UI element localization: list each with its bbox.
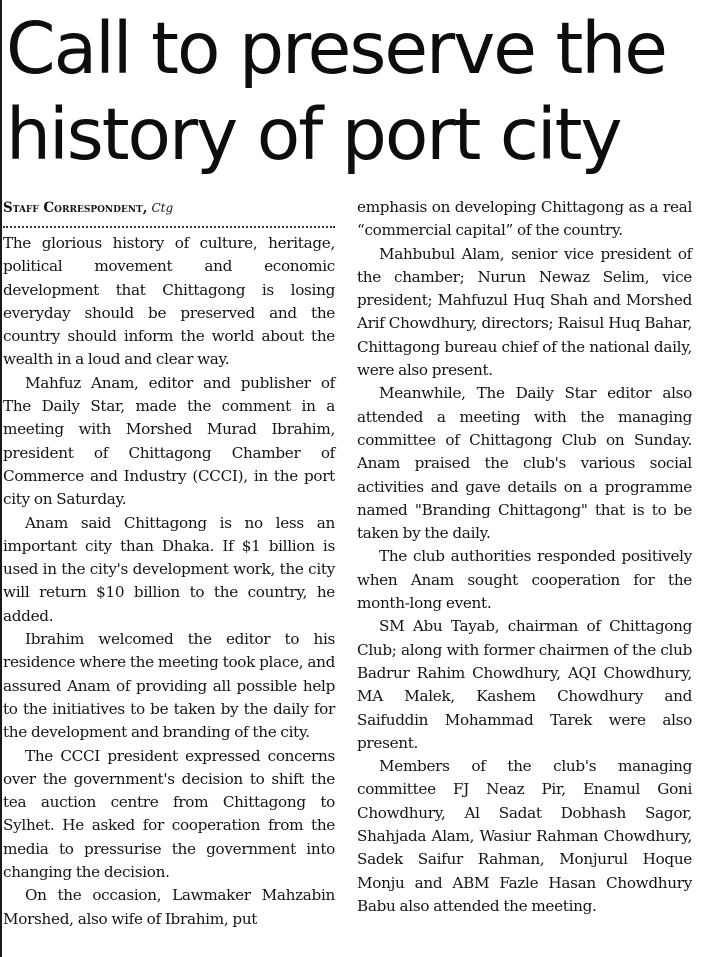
- headline-line-2: history of port city: [6, 93, 621, 176]
- column-rule: [0, 0, 2, 957]
- headline: [6, 6, 696, 178]
- byline-location: Ctg: [151, 201, 174, 215]
- paragraph: Mahbubul Alam, senior vice president of the chamber; Nurun Newaz Selim, vice president; Mahfuzul Huq Shah and Morshed Arif Chowdhury, directors; Raisul Huq Bahar, Chittagong bureau chief of the national daily, were also present.: [357, 244, 692, 380]
- paragraph: On the occasion, Lawmaker Mahzabin Morshed, also wife of Ibrahim, put: [3, 886, 335, 928]
- paragraph: Ibrahim welcomed the editor to his residence where the meeting took place, and assured Anam of providing all possible help to the initiatives to be taken by the daily for the development and branding of the city.: [3, 630, 335, 742]
- paragraph: Meanwhile, The Daily Star editor also attended a meeting with the managing committee of Chittagong Club on Sunday. Anam praised the club's various social activities and gave details on a programme named "Branding Chittagong" that is to be taken by the daily.: [357, 384, 692, 543]
- paragraph-continued: emphasis on developing Chittagong as a real “commercial capital” of the country.: [357, 198, 692, 240]
- article-column-left: [3, 196, 335, 931]
- byline-name: Staff Correspondent,: [3, 200, 148, 216]
- byline: [3, 196, 335, 219]
- headline-line-1: Call to preserve the: [6, 7, 666, 90]
- article-column-right: [357, 196, 692, 918]
- paragraph: The glorious history of culture, heritage, political movement and economic development that Chittagong is losing everyday should be preserved and the country should inform the world about the wealth in a loud and clear way.: [3, 234, 335, 369]
- paragraph: The CCCI president expressed concerns over the government's decision to shift the tea auction centre from Chittagong to Sylhet. He asked for cooperation from the media to pressurise the government into changing the decision.: [3, 746, 335, 882]
- paragraph: Members of the club's managing committee FJ Neaz Pir, Enamul Goni Chowdhury, Al Sadat Dobhash Sagor, Shahjada Alam, Wasiur Rahman Chowdhury, Sadek Saifur Rahman, Monjurul Hoque Monju and ABM Fazle Hasan Chowdhury Babu also attended the meeting.: [357, 757, 692, 915]
- paragraph: Anam said Chittagong is no less an important city than Dhaka. If $1 billion is used in the city's development work, the city will return $10 billion to the country, he added.: [3, 513, 335, 625]
- paragraph: The club authorities responded positively when Anam sought cooperation for the month-long event.: [357, 547, 692, 613]
- dotted-divider: [3, 222, 335, 228]
- paragraph: SM Abu Tayab, chairman of Chittagong Club; along with former chairmen of the club Badrur Rahim Chowdhury, AQI Chowdhury, MA Malek, Kashem Chowdhury and Saifuddin Mohammad Tarek were also present.: [357, 617, 692, 752]
- paragraph: Mahfuz Anam, editor and publisher of The Daily Star, made the comment in a meeting with Morshed Murad Ibrahim, president of Chittagong Chamber of Commerce and Industry (CCCI), in the port city on Saturday.: [3, 373, 335, 509]
